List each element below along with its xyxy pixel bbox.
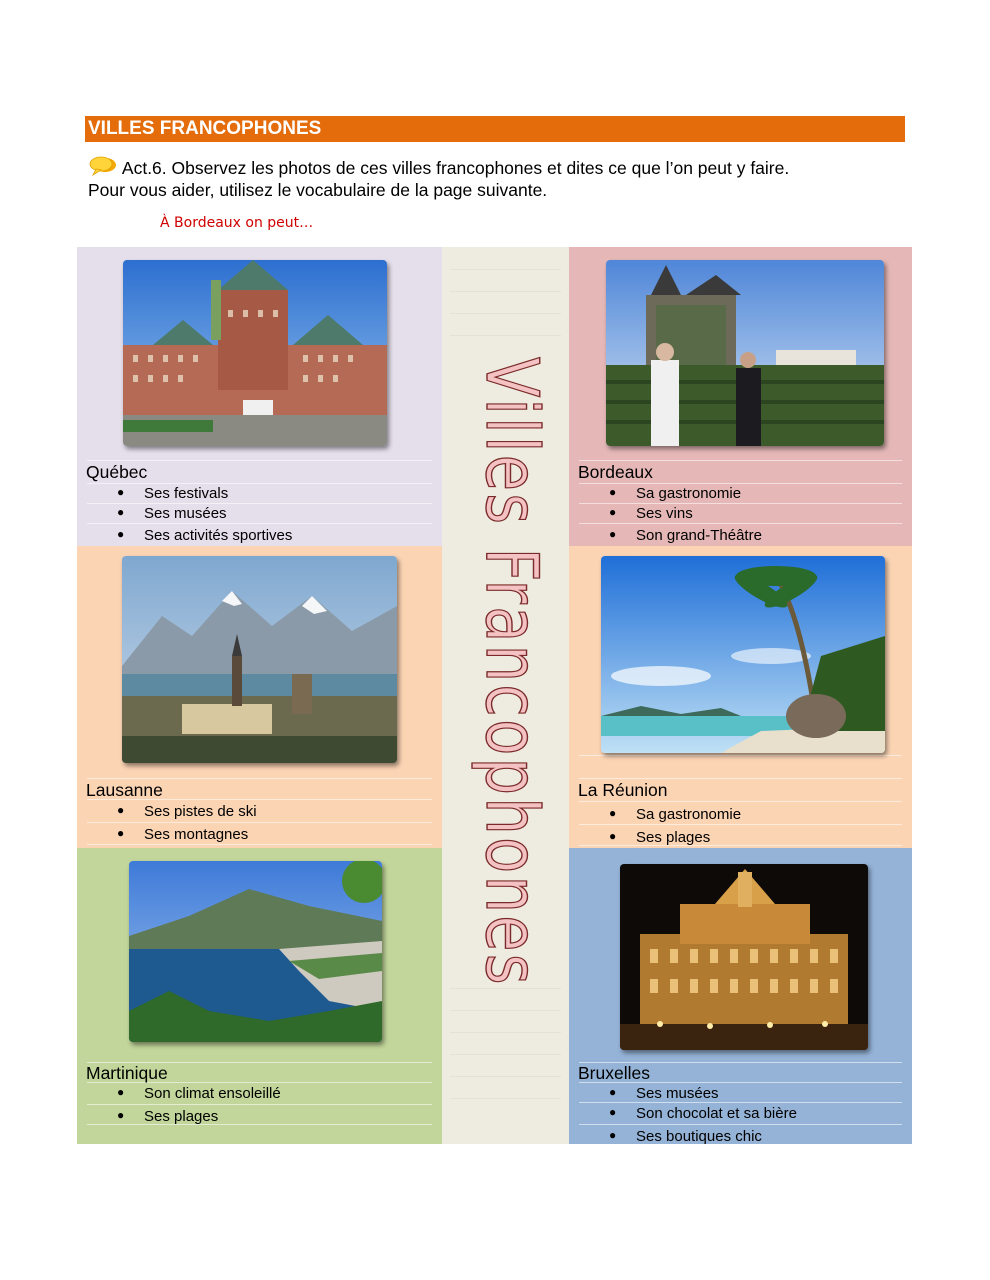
city-name: Québec bbox=[86, 462, 148, 482]
city-name: Martinique bbox=[86, 1063, 168, 1083]
list-item: ● Ses plages bbox=[117, 1108, 219, 1125]
instruction-line-2: Pour vous aider, utilisez le vocabulaire de la page suivante. bbox=[88, 180, 548, 200]
list-item: ● Ses boutiques chic bbox=[609, 1128, 762, 1145]
left-column bbox=[77, 247, 442, 1144]
list-item: ● Sa gastronomie bbox=[609, 806, 742, 823]
list-item: ● Ses musées bbox=[117, 505, 227, 522]
right-column bbox=[569, 247, 912, 1144]
list-item: ● Ses activités sportives bbox=[117, 527, 293, 544]
reunion-photo bbox=[601, 556, 885, 753]
list-item: ● Ses vins bbox=[609, 505, 693, 522]
list-item: ● Ses festivals bbox=[117, 485, 229, 502]
lausanne-card bbox=[77, 546, 442, 848]
martinique-card bbox=[77, 848, 442, 1144]
city-name: Lausanne bbox=[86, 780, 163, 800]
center-title: Villes Francophones bbox=[470, 357, 554, 1129]
city-name: Bordeaux bbox=[578, 462, 653, 482]
bordeaux-card bbox=[569, 247, 912, 546]
quebec-card bbox=[77, 247, 442, 546]
list-item: ● Ses pistes de ski bbox=[117, 803, 257, 820]
bruxelles-card bbox=[569, 848, 912, 1144]
section-title: VILLES FRANCOPHONES bbox=[85, 116, 905, 142]
list-item: ● Son climat ensoleillé bbox=[117, 1085, 281, 1102]
city-name: Bruxelles bbox=[578, 1063, 650, 1083]
list-item: ● Son chocolat et sa bière bbox=[609, 1105, 797, 1122]
martinique-photo bbox=[129, 861, 382, 1042]
list-item: ● Sa gastronomie bbox=[609, 485, 742, 502]
bruxelles-photo bbox=[620, 864, 868, 1050]
instructions bbox=[88, 156, 908, 201]
list-item: ● Ses musées bbox=[609, 1085, 719, 1102]
city-name: La Réunion bbox=[578, 780, 668, 800]
reunion-card bbox=[569, 546, 912, 848]
bordeaux-photo bbox=[606, 260, 884, 446]
list-item: ● Ses plages bbox=[609, 829, 711, 846]
quebec-photo bbox=[123, 260, 387, 446]
list-item: ● Son grand-Théâtre bbox=[609, 527, 762, 544]
lausanne-photo bbox=[122, 556, 397, 763]
list-item: ● Ses montagnes bbox=[117, 826, 249, 843]
instruction-line-1: Act.6. Observez les photos de ces villes francophones et dites ce que l’on peut y faire. bbox=[121, 158, 790, 178]
center-banner bbox=[442, 247, 569, 1144]
example-sentence: À Bordeaux on peut… bbox=[160, 215, 314, 231]
speech-bubble-icon bbox=[88, 156, 118, 176]
